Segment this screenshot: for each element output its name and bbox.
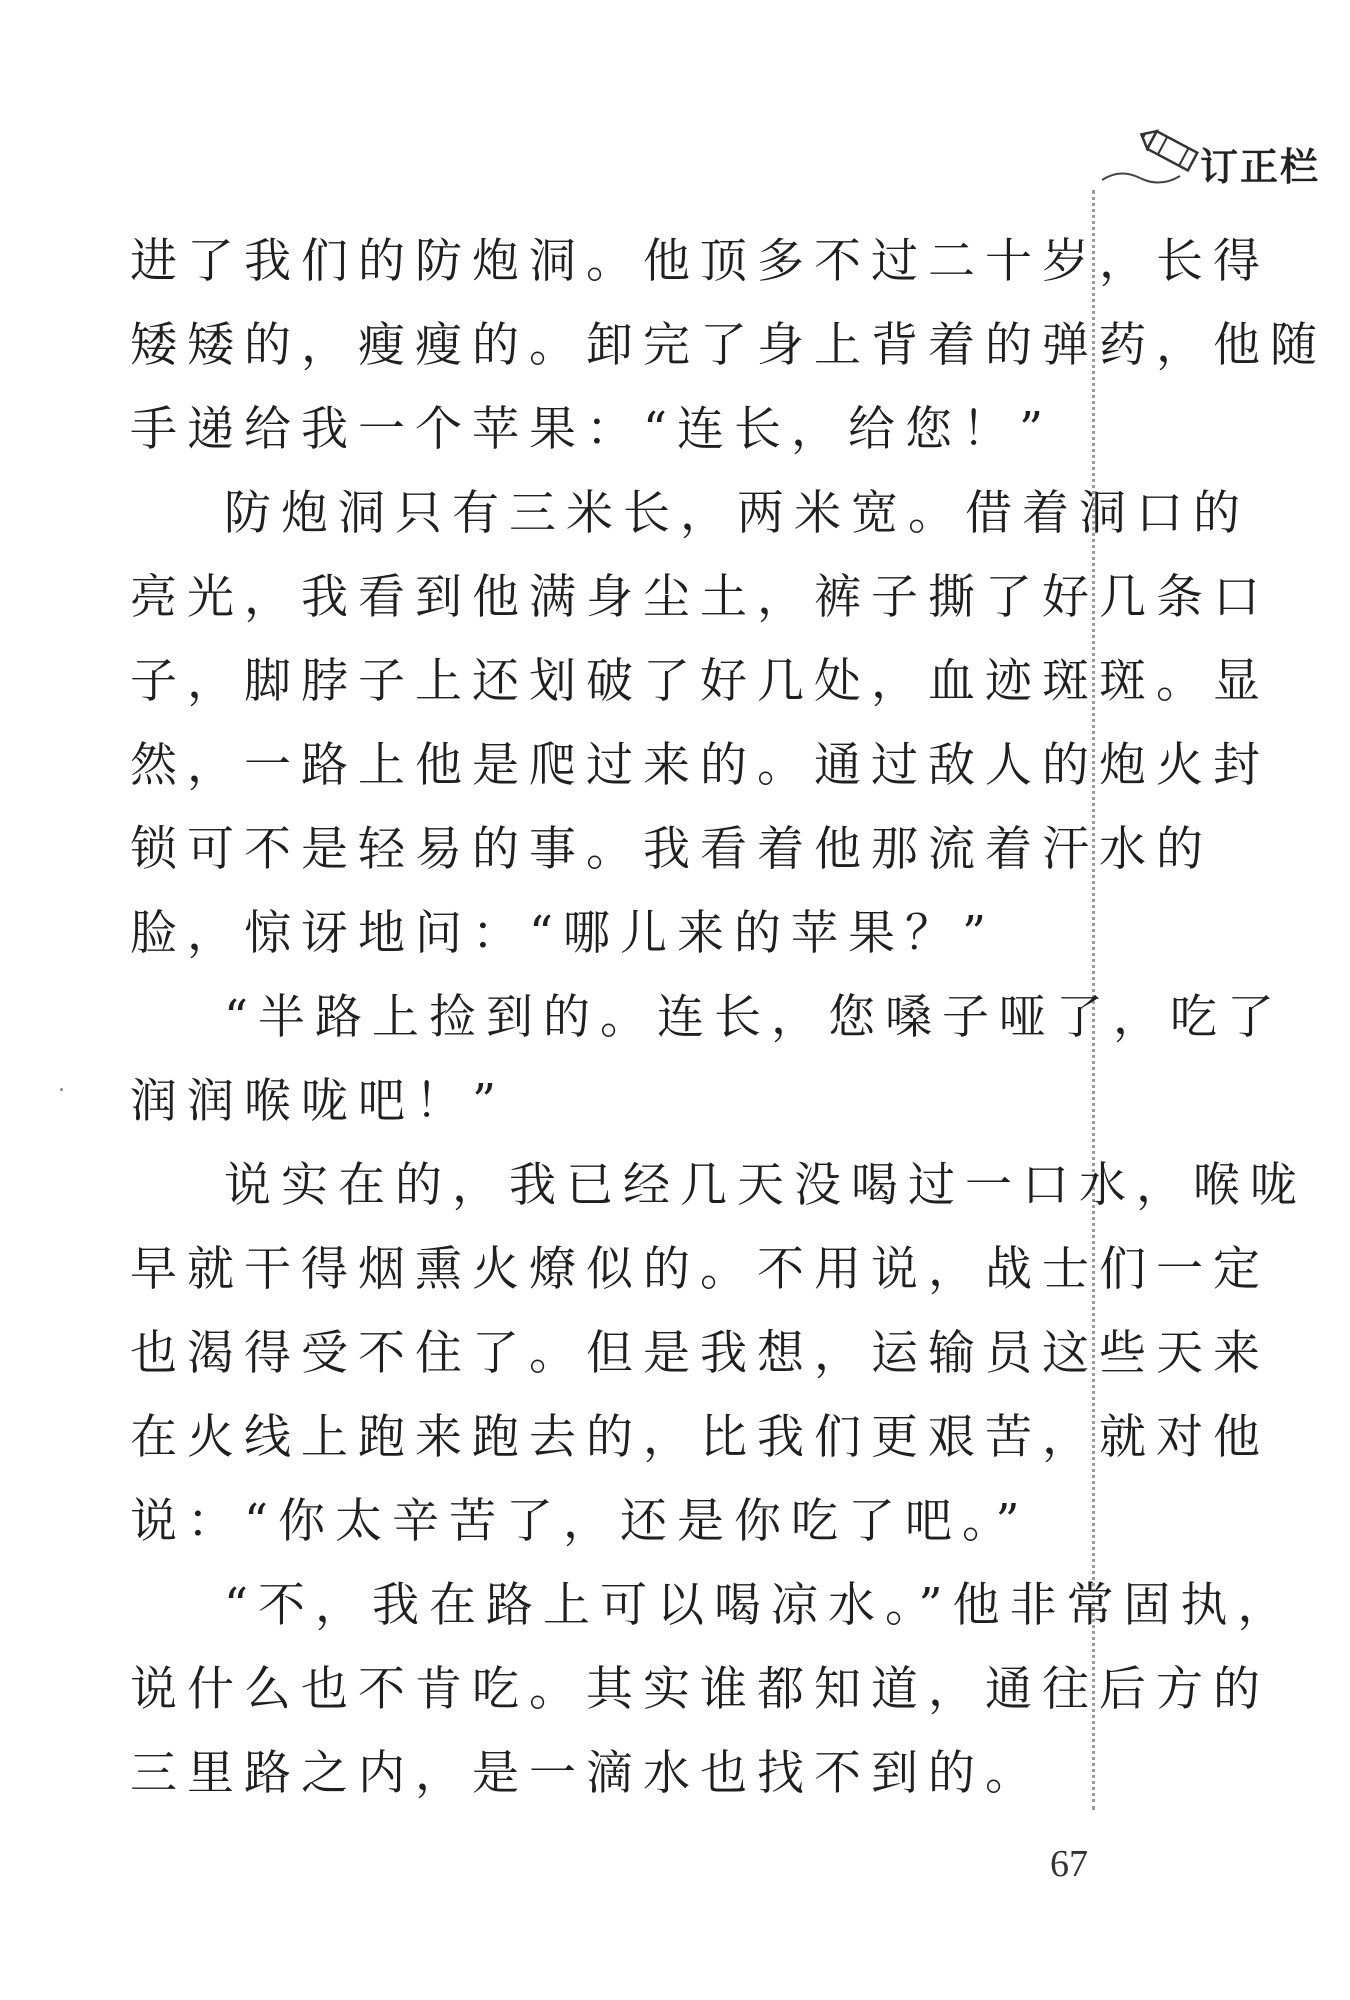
pencil-icon: [1100, 118, 1210, 198]
text-line: 子，脚脖子上还划破了好几处，血迹斑斑。显: [130, 654, 1270, 709]
text-line: 进了我们的防炮洞。他顶多不过二十岁，长得: [130, 234, 1270, 289]
text-line: 三里路之内，是一滴水也找不到的。: [130, 1746, 1042, 1801]
text-line: “不，我在路上可以喝凉水。”他非常固执，: [224, 1578, 1295, 1633]
page-number: 67: [1050, 1843, 1088, 1885]
correction-column-title: 订正栏: [1200, 145, 1321, 189]
text-line: 手递给我一个苹果：“连长，给您！”: [130, 402, 1054, 457]
text-line: 脸，惊讶地问：“哪儿来的苹果？”: [130, 906, 997, 961]
text-line: 说实在的，我已经几天没喝过一口水，喉咙: [224, 1158, 1307, 1213]
text-line: “半路上捡到的。连长，您嗓子哑了，吃了: [224, 990, 1285, 1045]
text-line: 矮矮的，瘦瘦的。卸完了身上背着的弹药，他随: [130, 318, 1327, 373]
text-line: 也渴得受不住了。但是我想，运输员这些天来: [130, 1326, 1270, 1381]
text-line: 亮光，我看到他满身尘土，裤子撕了好几条口: [130, 570, 1270, 625]
text-line: 锁可不是轻易的事。我看着他那流着汗水的: [130, 822, 1213, 877]
text-line: 说什么也不肯吃。其实谁都知道，通往后方的: [130, 1662, 1270, 1717]
text-line: 防炮洞只有三米长，两米宽。借着洞口的: [224, 486, 1250, 541]
text-line: 早就干得烟熏火燎似的。不用说，战士们一定: [130, 1242, 1270, 1297]
scan-speck: [60, 1088, 63, 1091]
correction-column-header: [1100, 118, 1340, 198]
text-line: 在火线上跑来跑去的，比我们更艰苦，就对他: [130, 1410, 1270, 1465]
text-line: 说：“你太辛苦了，还是你吃了吧。”: [130, 1494, 1030, 1549]
story-text: [130, 220, 1327, 1816]
text-line: 润润喉咙吧！”: [130, 1074, 507, 1129]
text-line: 然，一路上他是爬过来的。通过敌人的炮火封: [130, 738, 1270, 793]
